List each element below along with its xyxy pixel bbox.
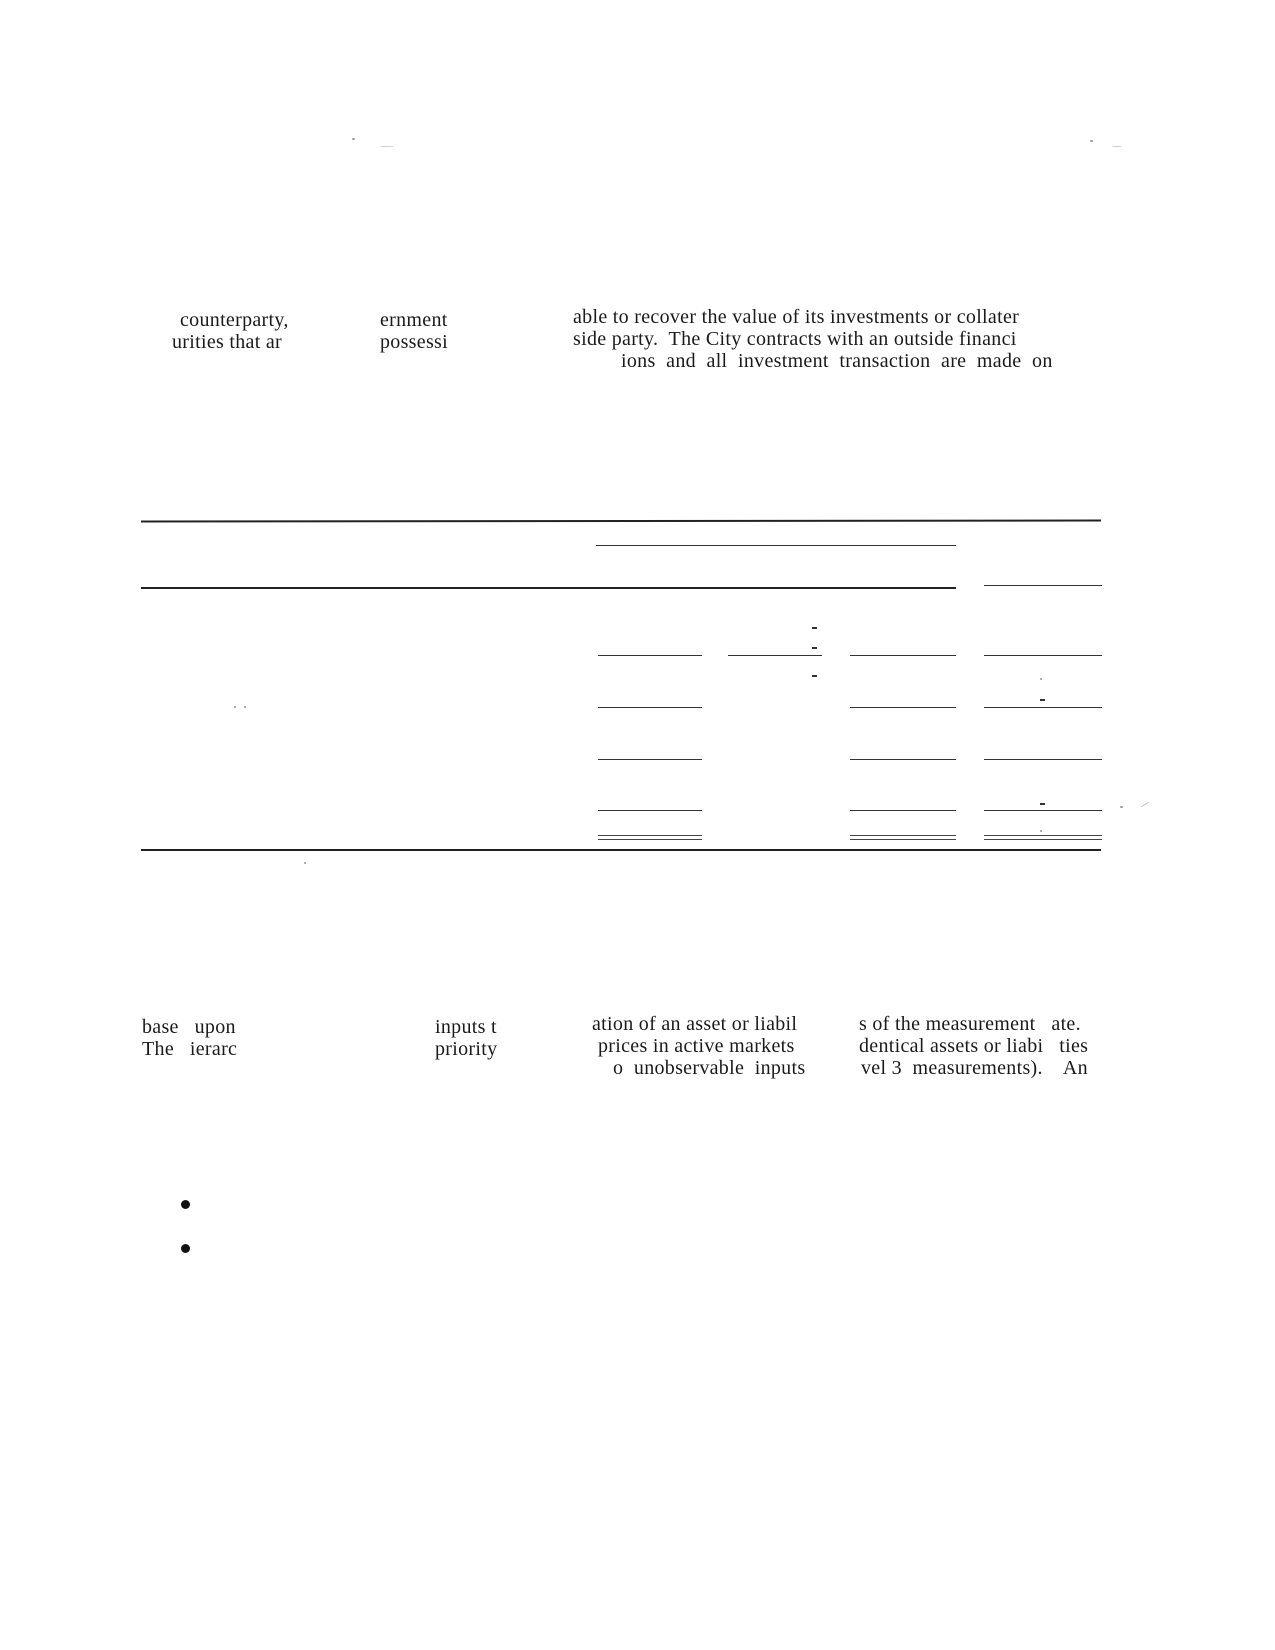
zero-dash [1040,803,1045,805]
zero-dash [1040,699,1045,701]
scan-speck [234,706,236,708]
text-fragment: The ierarc [142,1038,238,1060]
scan-speck [304,862,306,864]
scan-speck [380,146,394,147]
text-fragment: able to recover the value of its investments or collater [573,306,1020,328]
header-bottom-rule [141,587,956,589]
text-fragment: ions and all investment transaction are made on [621,350,1053,372]
table-top-rule [141,519,1101,522]
text-fragment: dentical assets or liabi ties [859,1035,1089,1057]
zero-dash [812,675,817,677]
total-double-rule [850,835,956,840]
text-fragment: ation of an asset or liabil [592,1013,798,1035]
subtotal-rule [984,810,1102,811]
text-fragment: vel 3 measurements). An [861,1057,1088,1079]
text-fragment: urities that ar [172,331,283,353]
scan-speck [352,138,355,140]
subtotal-rule [850,655,956,656]
subtotal-rule [984,759,1102,760]
subtotal-rule [850,810,956,811]
column-group-rule [596,545,956,546]
text-fragment: inputs t [435,1016,497,1038]
text-fragment: s of the measurement ate. [859,1013,1081,1035]
zero-dash [812,647,817,649]
text-fragment: side party. The City contracts with an outside financi [573,328,1017,350]
scan-speck [1090,140,1093,142]
subtotal-rule [728,655,822,656]
zero-dash [812,627,817,629]
text-fragment: base upon [142,1016,236,1038]
subtotal-rule [850,707,956,708]
total-double-rule [598,835,702,840]
subtotal-rule [984,655,1102,656]
subtotal-rule [598,707,702,708]
table-bottom-rule [141,849,1101,851]
scan-speck [1140,802,1149,808]
scan-speck [1040,830,1042,832]
subtotal-rule [598,810,702,811]
text-fragment: o unobservable inputs [613,1057,806,1079]
text-fragment: prices in active markets [598,1035,795,1057]
bullet-marker [181,1244,190,1253]
subtotal-rule [598,759,702,760]
text-fragment: possessi [380,331,448,353]
scan-speck [1112,146,1122,147]
header-bottom-rule-last-col [984,585,1102,586]
text-fragment: ernment [380,309,448,331]
scan-speck [244,706,246,708]
text-fragment: priority [435,1038,498,1060]
total-double-rule [984,835,1102,840]
bullet-marker [181,1200,190,1209]
subtotal-rule [984,707,1102,708]
subtotal-rule [850,759,956,760]
scan-speck [1040,678,1042,680]
subtotal-rule [598,655,702,656]
scan-speck [1120,806,1123,808]
text-fragment: counterparty, [180,309,289,331]
